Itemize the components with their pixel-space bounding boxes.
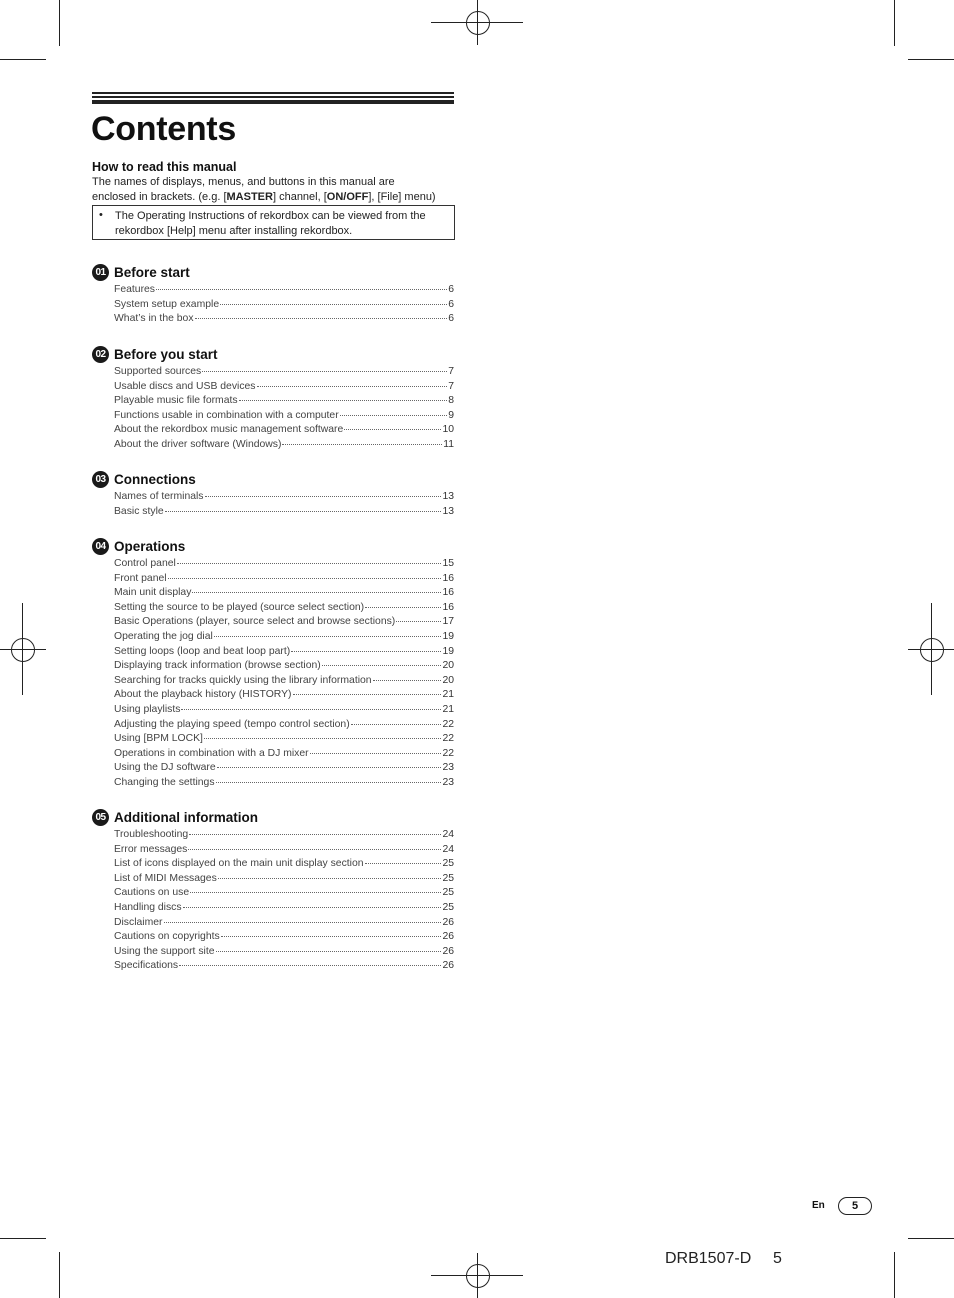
dot-leader — [214, 636, 442, 637]
header-rule — [92, 92, 454, 94]
toc-entry[interactable] — [114, 747, 454, 762]
toc-entry-label: Operations in combination with a DJ mixer — [114, 747, 309, 759]
toc-entry[interactable] — [114, 761, 454, 776]
crop-mark — [59, 0, 60, 46]
section-title: Operations — [114, 539, 186, 554]
toc-entry-label: Basic style — [114, 505, 164, 517]
text-run: ] channel, [ — [272, 191, 327, 203]
onoff-label: ON/OFF — [326, 191, 369, 203]
dot-leader — [216, 951, 442, 952]
toc-entry[interactable] — [114, 409, 454, 424]
toc-entry-label: Features — [114, 284, 156, 295]
how-to-line — [92, 190, 454, 205]
toc-entry[interactable] — [114, 857, 454, 872]
crop-mark — [908, 59, 954, 60]
crop-mark — [894, 0, 895, 46]
toc-entry-label: Displaying track information (browse section) — [114, 660, 321, 672]
dot-leader — [179, 965, 441, 966]
toc-entry-label: Setting the source to be played (source select section) — [114, 601, 365, 613]
toc-entry[interactable] — [114, 505, 454, 520]
toc-entry[interactable] — [114, 312, 454, 327]
toc-entry-label: Functions usable in combination with a computer — [114, 409, 339, 421]
toc-entry-page: 21 — [442, 689, 454, 701]
toc-entry-page: 16 — [442, 572, 454, 584]
dot-leader — [195, 318, 448, 319]
toc-entry-page: 25 — [442, 887, 454, 899]
dot-leader — [189, 834, 441, 835]
section-number-badge: 05 — [92, 809, 109, 826]
toc-entry-page: 24 — [442, 843, 454, 855]
section-title: Connections — [114, 472, 196, 487]
toc-entry-page: 26 — [442, 916, 454, 928]
toc-entry[interactable] — [114, 828, 454, 843]
toc-entry[interactable] — [114, 572, 454, 587]
toc-entry-label: Setting loops (loop and beat loop part) — [114, 645, 291, 657]
language-label: En — [812, 1200, 825, 1211]
registration-circle — [920, 638, 944, 662]
toc-entry-page: 17 — [442, 616, 454, 628]
dot-leader — [293, 694, 442, 695]
toc-entry-label: Using the DJ software — [114, 762, 216, 774]
toc-entry-page: 8 — [448, 395, 454, 407]
section-number-badge: 04 — [92, 538, 109, 555]
toc-entry-page: 22 — [442, 718, 454, 730]
toc-entry-page: 19 — [442, 630, 454, 642]
dot-leader — [291, 651, 441, 652]
toc-entry-label: Using playlists — [114, 703, 181, 715]
toc-entry[interactable] — [114, 674, 454, 689]
toc-entry-page: 16 — [442, 587, 454, 599]
toc-entry[interactable] — [114, 380, 454, 395]
dot-leader — [344, 429, 441, 430]
dot-leader — [221, 936, 442, 937]
how-to-heading: How to read this manual — [92, 160, 237, 174]
toc-entry[interactable] — [114, 901, 454, 916]
toc-entry-label: Names of terminals — [114, 491, 204, 502]
toc-section — [92, 264, 454, 327]
toc-entry[interactable] — [114, 659, 454, 674]
section-title: Additional information — [114, 810, 258, 825]
toc-entry-page: 22 — [442, 733, 454, 745]
toc-entry-label: Front panel — [114, 572, 167, 584]
toc-entry[interactable] — [114, 718, 454, 733]
section-heading — [92, 538, 454, 556]
toc-entry[interactable] — [114, 490, 454, 505]
toc-entry-page: 22 — [442, 747, 454, 759]
document-page: 5 — [773, 1250, 782, 1267]
toc-entry[interactable] — [114, 930, 454, 945]
toc-entry-label: Using the support site — [114, 945, 215, 957]
toc-entry[interactable] — [114, 283, 454, 298]
toc-entry-page: 16 — [442, 601, 454, 613]
toc-entry[interactable] — [114, 601, 454, 616]
dot-leader — [190, 892, 441, 893]
crop-mark — [894, 1252, 895, 1298]
toc-entry-page: 25 — [442, 901, 454, 913]
bullet: • — [99, 209, 103, 221]
dot-leader — [164, 922, 442, 923]
crop-mark — [0, 59, 46, 60]
toc-entry-page: 26 — [442, 931, 454, 943]
dot-leader — [282, 444, 442, 445]
toc-entry-page: 6 — [448, 298, 454, 310]
toc-entry-page: 15 — [442, 558, 454, 569]
toc-entry-page: 25 — [442, 872, 454, 884]
toc-entry-label: About the playback history (HISTORY) — [114, 689, 292, 701]
toc-entry[interactable] — [114, 438, 454, 453]
dot-leader — [351, 724, 442, 725]
dot-leader — [168, 578, 442, 579]
note-box — [92, 205, 455, 240]
dot-leader — [156, 289, 447, 290]
toc-entry[interactable] — [114, 886, 454, 901]
document-code: DRB1507-D — [665, 1250, 752, 1267]
crop-mark — [908, 1238, 954, 1239]
toc-entry-page: 25 — [442, 858, 454, 870]
toc-entry[interactable] — [114, 298, 454, 313]
toc-entry-label: Specifications — [114, 960, 179, 972]
how-to-text — [92, 175, 454, 205]
how-to-line: The names of displays, menus, and buttons in this manual are — [92, 176, 395, 188]
toc-entry-page: 24 — [442, 829, 454, 840]
toc-entry[interactable] — [114, 365, 454, 380]
toc-entry-page: 13 — [442, 505, 454, 517]
toc-entry[interactable] — [114, 586, 454, 601]
toc-entry-page: 6 — [448, 284, 454, 295]
toc-entry-page: 26 — [442, 945, 454, 957]
dot-leader — [192, 592, 441, 593]
text-run: ], [File] menu) — [368, 191, 436, 203]
dot-leader — [396, 621, 441, 622]
toc-list — [114, 283, 454, 327]
dot-leader — [217, 767, 442, 768]
toc-entry-label: Operating the jog dial — [114, 630, 213, 642]
dot-leader — [257, 386, 448, 387]
master-label: MASTER — [226, 191, 273, 203]
toc-entry-label: Cautions on use — [114, 887, 190, 899]
toc-entry-label: Handling discs — [114, 901, 182, 913]
how-to-read-block — [92, 160, 454, 205]
dot-leader — [216, 782, 442, 783]
toc-entry-label: Using [BPM LOCK] — [114, 733, 203, 745]
section-number-badge: 02 — [92, 346, 109, 363]
toc-entry-page: 26 — [442, 960, 454, 972]
dot-leader — [220, 304, 447, 305]
dot-leader — [205, 496, 442, 497]
toc-entry-page: 23 — [442, 762, 454, 774]
toc-entry[interactable] — [114, 916, 454, 931]
crop-mark — [0, 1238, 46, 1239]
toc-entry[interactable] — [114, 843, 454, 858]
section-number-badge: 01 — [92, 264, 109, 281]
toc-entry[interactable] — [114, 732, 454, 747]
note-text: The Operating Instructions of rekordbox can be viewed from the rekordbox [Help] menu after installing rekordbox. — [115, 210, 426, 237]
toc-entry-label: Playable music file formats — [114, 395, 238, 407]
toc-entry[interactable] — [114, 703, 454, 718]
section-title: Before start — [114, 265, 190, 280]
toc-entry-label: Changing the settings — [114, 776, 215, 788]
dot-leader — [188, 849, 441, 850]
toc-entry-label: List of icons displayed on the main unit display section — [114, 858, 364, 870]
toc-entry-page: 21 — [442, 703, 454, 715]
dot-leader — [322, 665, 442, 666]
toc-list — [114, 490, 454, 519]
toc-entry[interactable] — [114, 394, 454, 409]
text-run: enclosed in brackets. (e.g. [ — [92, 191, 227, 203]
toc-list — [114, 365, 454, 453]
toc-entry[interactable] — [114, 423, 454, 438]
toc-entry-label: Disclaimer — [114, 916, 163, 928]
page-title: Contents — [91, 110, 236, 148]
toc-entry[interactable] — [114, 615, 454, 630]
toc-entry-page: 19 — [442, 645, 454, 657]
header-rule — [92, 100, 454, 104]
dot-leader — [239, 400, 448, 401]
section-heading — [92, 346, 454, 364]
section-number-badge: 03 — [92, 471, 109, 488]
dot-leader — [204, 738, 442, 739]
toc-entry[interactable] — [114, 945, 454, 960]
section-heading — [92, 264, 454, 282]
toc-entry-label: Basic Operations (player, source select and browse sections) — [114, 616, 396, 628]
dot-leader — [181, 709, 441, 710]
toc-entry-label: Control panel — [114, 558, 176, 569]
toc-entry[interactable] — [114, 872, 454, 887]
section-heading — [92, 471, 454, 489]
toc-entry[interactable] — [114, 557, 454, 572]
page-number-badge: 5 — [838, 1197, 872, 1215]
dot-leader — [218, 878, 442, 879]
toc-entry-label: About the rekordbox music management software — [114, 424, 344, 436]
toc-entry[interactable] — [114, 688, 454, 703]
toc-entry-label: What’s in the box — [114, 313, 194, 325]
dot-leader — [183, 907, 442, 908]
toc-section — [92, 346, 454, 453]
toc-list — [114, 557, 454, 791]
registration-circle — [466, 11, 490, 35]
toc-entry-page: 20 — [442, 660, 454, 672]
toc-entry-page: 7 — [448, 366, 454, 377]
dot-leader — [177, 563, 442, 564]
toc-entry-page: 7 — [448, 380, 454, 392]
section-heading — [92, 809, 454, 827]
dot-leader — [310, 753, 442, 754]
toc-entry-label: List of MIDI Messages — [114, 872, 217, 884]
toc-entry-label: Troubleshooting — [114, 829, 189, 840]
toc-entry[interactable] — [114, 776, 454, 791]
toc-entry-label: Error messages — [114, 843, 188, 855]
toc-entry-label: Adjusting the playing speed (tempo control section) — [114, 718, 350, 730]
toc-entry[interactable] — [114, 630, 454, 645]
toc-entry[interactable] — [114, 645, 454, 660]
registration-circle — [466, 1264, 490, 1288]
toc-section — [92, 538, 454, 791]
dot-leader — [165, 511, 442, 512]
toc-entry-page: 23 — [442, 776, 454, 788]
toc-entry-label: Cautions on copyrights — [114, 931, 220, 943]
toc-entry-label: Searching for tracks quickly using the library information — [114, 674, 372, 686]
toc-entry-label: Main unit display — [114, 587, 192, 599]
section-title: Before you start — [114, 347, 218, 362]
header-rule — [92, 96, 454, 98]
toc-entry[interactable] — [114, 959, 454, 974]
dot-leader — [365, 863, 442, 864]
toc-entry-page: 6 — [448, 313, 454, 325]
toc-entry-label: About the driver software (Windows) — [114, 438, 282, 450]
dot-leader — [373, 680, 442, 681]
dot-leader — [340, 415, 448, 416]
toc-entry-page: 11 — [443, 438, 454, 450]
registration-circle — [11, 638, 35, 662]
toc-section — [92, 471, 454, 519]
toc-section — [92, 809, 454, 974]
toc-list — [114, 828, 454, 974]
toc-entry-label: System setup example — [114, 298, 220, 310]
toc-entry-page: 13 — [442, 491, 454, 502]
toc-entry-label: Supported sources — [114, 366, 202, 377]
toc-entry-label: Usable discs and USB devices — [114, 380, 256, 392]
toc-entry-page: 9 — [448, 409, 454, 421]
toc-entry-page: 20 — [442, 674, 454, 686]
dot-leader — [365, 607, 441, 608]
toc-entry-page: 10 — [442, 424, 454, 436]
crop-mark — [59, 1252, 60, 1298]
dot-leader — [202, 371, 447, 372]
